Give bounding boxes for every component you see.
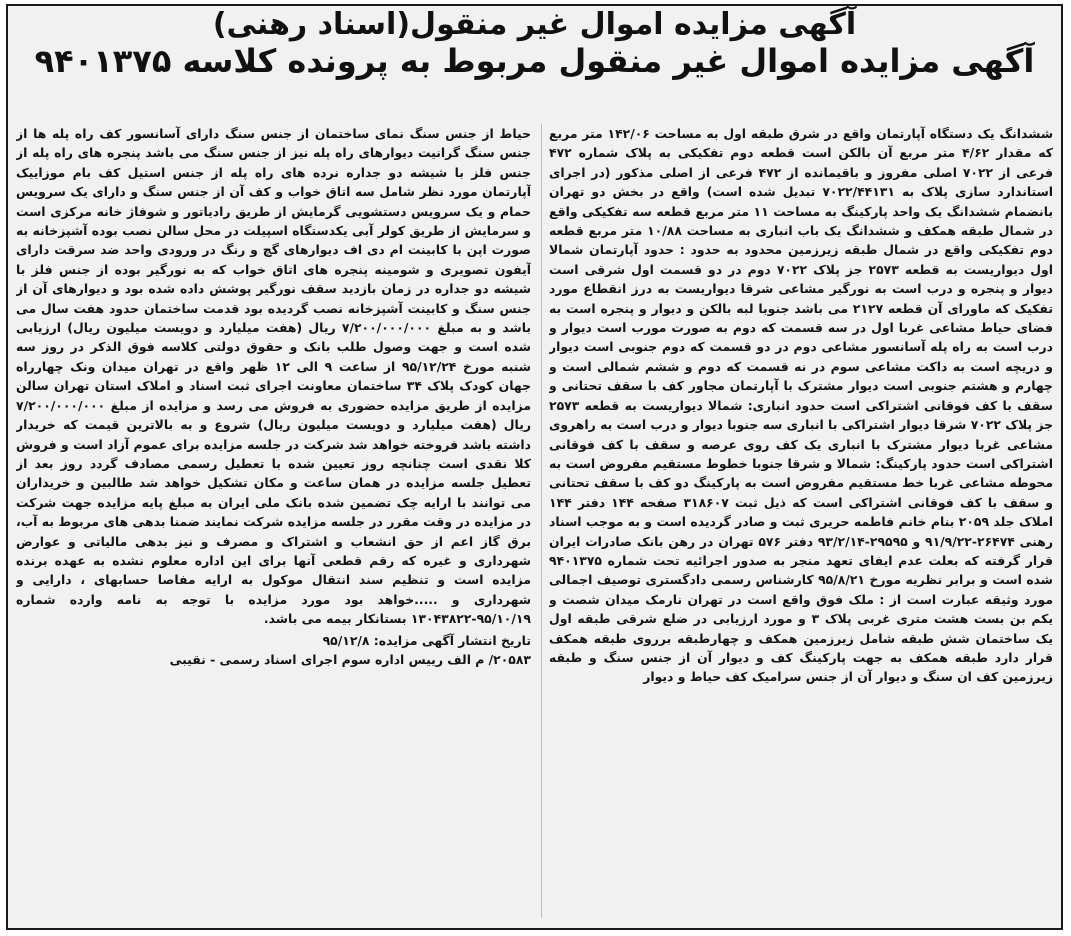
notice-title: آگهی مزایده اموال غیر منقول(اسناد رهنی) (212, 7, 857, 42)
left-column (16, 124, 531, 920)
notice-page (6, 4, 1063, 930)
left-column-text: حیاط از جنس سنگ نمای ساختمان از جنس سنگ دارای آسانسور کف راه پله ها از جنس سنگ گرانیت دیوارهای راه پله نیز از جنس سنگ می باشد پنجره های راه پله از جنس فلز با شیشه دو جداره نرده های راه پله از جنس استیل کف بام موزاییک آپارتمان مورد نظر شامل سه اتاق خواب و کف آن از جنس سنگ و دارای یک سرویس حمام و یک سرویس دستشویی گرمایش از طریق رادیاتور و شوفاژ خانه مرکزی است و سرمایش از طریق کولر آبی یکدستگاه اسپیلت در محل سالن نصب بوده آشپزخانه به صورت اپن با کابینت ام دی اف دیوارهای گچ و رنگ در ورودی واحد ضد سرقت دارای آیفون تصویری و شومینه پنجره های اتاق خواب که به نورگیر بوده از جنس فلز با شیشه دو جداره در زمان بازدید سقف نورگیر پوشش داده شده بود و دیوارهای آن از جنس سنگ و کابینت آشپزخانه نصب گردیده بود قدمت ساختمان حدود هفت سال می باشد و به مبلغ ۷/۲۰۰/۰۰۰/۰۰۰ ریال (هفت میلیارد و دویست میلیون ریال) ارزیابی شده است و جهت وصول طلب بانک و حقوق دولتی کلاسه فوق الذکر در روز سه شنبه مورخ ۹۵/۱۲/۲۴ از ساعت ۹ الی ۱۲ ظهر واقع در تهران میدان ونک چهارراه جهان کودک پلاک ۳۴ ساختمان معاونت اجرای ثبت اسناد و املاک استان تهران سالن مزایده از طریق مزایده حضوری به فروش می رسد و مزایده از مبلغ ۷/۲۰۰/۰۰۰/۰۰۰ ریال (هفت میلیارد و دویست میلیون ریال) شروع و به بالاترین قیمت که خریدار داشته باشد فروخته خواهد شد شرکت در جلسه مزایده برای عموم آزاد است و فروش کلا نقدی است چنانچه روز تعیین شده با تعطیل رسمی مصادف گردد روز بعد از تعطیل جلسه مزایده در همان ساعت و مکان تشکیل خواهد شد طالبین و خریداران می توانند با ارایه چک تضمین شده بانک ملی ایران به مبلغ پایه مزایده جهت شرکت در مزایده در وقت مقرر در جلسه مزایده شرکت نمایند ضمنا بدهی های مربوط به آب، برق گاز اعم از حق انشعاب و اشتراک و مصرف و نیز بدهی مالیاتی و عوارض شهرداری و غیره که رقم قطعی آنها برای این اداره معلوم نشده به عهده برنده مزایده است و تنظیم سند انتقال موکول به ارایه مفاصا حسابهای ، دارایی و شهرداری و .....خواهد بود مورد مزایده با توجه به نامه وارده شماره ۹۵/۱۰/۱۹-۱۳۰۴۳۸۲۲ بستانکار بیمه می باشد. (16, 126, 531, 627)
notice-footer (16, 631, 531, 670)
column-divider (541, 124, 542, 918)
signature: ۲۰۵۸۳/ م الف رییس اداره سوم اجرای اسناد رسمی - نقیبی (169, 651, 531, 667)
right-column (549, 124, 1053, 920)
right-column-text: ششدانگ یک دستگاه آپارتمان واقع در شرق طبقه اول به مساحت ۱۴۲/۰۶ متر مربع که مقدار ۴/۶۲ متر مربع آن بالکن است قطعه دوم تفکیکی به پلاک شماره ۴۷۲ فرعی از ۷۰۲۲ اصلی مفروز و باقیمانده از ۴۷۲ فرعی از اصلی مذکور (در اجرای استاندارد سازی پلاک به ۷۰۲۲/۴۴۱۳۱ تبدیل شده است) واقع در بخش دو تهران بانضمام ششدانگ یک واحد پارکینگ به مساحت ۱۱ متر مربع قطعه سه تفکیکی واقع در شمال طبقه همکف و ششدانگ یک باب انباری به مساحت ۱۰/۸۸ متر مربع قطعه دوم تفکیکی واقع در شمال طبقه زیرزمین محدود به حدود : حدود آپارتمان شمالا اول دیواریست به قطعه ۲۵۷۳ جز پلاک ۷۰۲۲ دوم در دو قسمت اول شرقی است دیوار و پنجره و درب است به نورگیر مشاعی شرقا دیواریست به درز انقطاع مورد تفکیک که ماورای آن قطعه ۲۱۲۷ می باشد جنوبا لبه بالکن و دیوار و پنجره است به فضای حیاط مشاعی غربا اول در سه قسمت که دوم به صورت مورب است دیوار و درب است به راه پله آسانسور مشاعی دوم در دو قسمت که دوم جنوبی است دیوار و دریچه است به داکت مشاعی سوم در نه قسمت که دوم و ششم شمالی است و چهارم و هشتم جنوبی است دیوار مشترک با آپارتمان مجاور کف با سقف تحتانی و سقف با کف فوقانی اشتراکی است حدود انباری: شمالا دیواریست به قطعه ۲۵۷۳ جز پلاک ۷۰۲۲ شرقا دیوار اشتراکی با انباری سه جنوبا دیوار و درب است به راهروی مشاعی غربا دیوار مشترک با انباری یک کف روی عرصه و سقف با کف فوقانی اشتراکی است حدود پارکینگ: شمالا و شرقا جنوبا خطوط مستقیم مفروض است به محوطه مشاعی غربا خط مستقیم مفروض است به پارکینگ دو کف با سقف تحتانی و سقف با کف فوقانی اشتراکی است که ذیل ثبت ۳۱۸۶۰۷ صفحه ۱۴۴ دفتر ۱۴۴ املاک جلد ۲۰۵۹ بنام خانم فاطمه حریری ثبت و صادر گردیده است و به موجب اسناد رهنی ۲۶۴۷۴-۹۱/۹/۲۲ و ۲۹۵۹۵-۹۳/۲/۱۴ دفتر ۵۷۶ تهران در رهن بانک صادرات ایران قرار گرفته که بعلت عدم ایفای تعهد منجر به صدور اجرائیه تحت شماره ۹۴۰۱۳۷۵ شده است و برابر نظریه مورخ ۹۵/۸/۲۱ کارشناس رسمی دادگستری توصیف اجمالی مورد وثیقه عبارت است از : ملک فوق واقع است در تهران نارمک میدان شصت و یکم بن بست هشت متری غربی پلاک ۳ و مورد ارزیابی در ضلع شرقی طبقه اول یک ساختمان شش طبقه شامل زیرزمین همکف و چهارطبقه برروی طبقه همکف قرار دارد طبقه همکف به جهت پارکینگ کف و دیوار آن از جنس سنگ و طبقه زیرزمین کف ان سنگ و دیوار آن از جنس سرامیک کف حیاط و دیوار (549, 126, 1053, 685)
publish-date: تاریخ انتشار آگهی مزایده: ۹۵/۱۲/۸ (322, 632, 531, 648)
notice-subtitle: آگهی مزایده اموال غیر منقول مربوط به پرونده کلاسه ۹۴۰۱۳۷۵ (34, 41, 1035, 80)
notice-header (8, 8, 1061, 79)
